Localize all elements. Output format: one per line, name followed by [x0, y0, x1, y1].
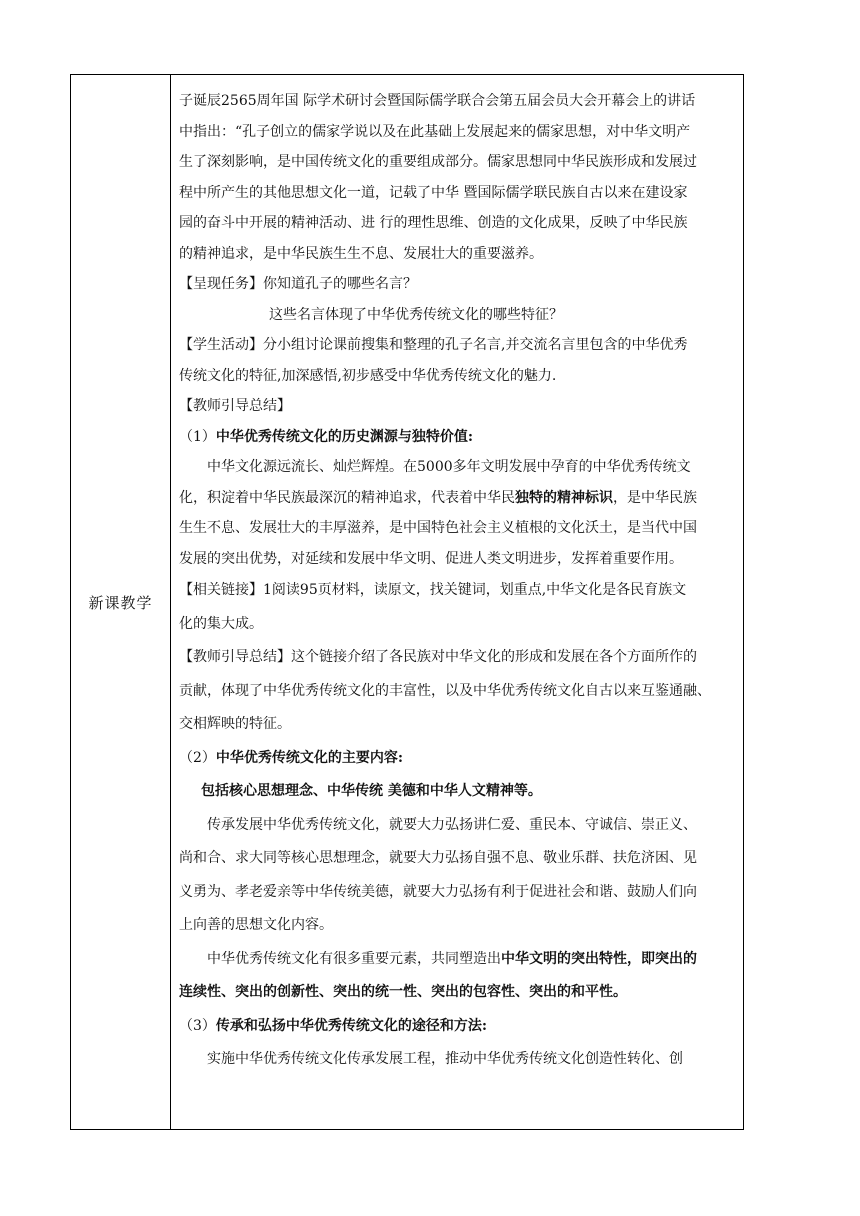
text-line: 的精神追求，是中华民族生生不息、发展壮大的重要滋养。 — [179, 245, 543, 262]
text-line: 中华优秀传统文化有很多重要元素，共同塑造出中华文明的突出特性，即突出的 — [207, 950, 697, 967]
teacher-summary-heading: 【教师引导总结】 — [179, 398, 291, 414]
text-line: 中华文化源远流长、灿烂辉煌。在5000多年文明发展中孕育的中华优秀传统文 — [207, 459, 691, 475]
teacher-summary-link: 【教师引导总结】这个链接介绍了各民族对中华文化的形成和发展在各个方面所作的 — [179, 649, 697, 665]
section-label: 新课教学 — [88, 593, 153, 612]
text-line: 发展的突出优势，对延续和发展中华文明、促进人类文明进步，发挥着重要作用。 — [179, 550, 683, 567]
text-line: 生生不息、发展壮大的丰厚滋养，是中国特色社会主义植根的文化沃土，是当代中国 — [179, 520, 697, 536]
text-line: 生了深刻影响，是中国传统文化的重要组成部分。儒家思想同中华民族形成和发展过 — [179, 154, 697, 170]
text-line: 传承发展中华优秀传统文化，就要大力弘扬讲仁爱、重民本、守诚信、崇正义、 — [207, 816, 697, 833]
text-line: 义勇为、孝老爱亲等中华传统美德，就要大力弘扬有利于促进社会和谐、鼓励人们向 — [179, 883, 697, 900]
subheading-3: （3）传承和弘扬中华优秀传统文化的途径和方法: — [179, 1017, 488, 1034]
text-line: 贡献，体现了中华优秀传统文化的丰富性，以及中华优秀传统文化自古以来互鉴通融、 — [179, 682, 711, 699]
student-activity: 【学生活动】分小组讨论课前搜集和整理的孔子名言,并交流名言里包含的中华优秀 — [179, 337, 688, 353]
subheading-1: （1）中华优秀传统文化的历史渊源与独特价值: — [179, 428, 474, 445]
text-line: 交相辉映的特征。 — [179, 716, 291, 732]
content-cell — [171, 75, 743, 1129]
text-line: 传统文化的特征,加深感悟,初步感受中华优秀传统文化的魅力. — [179, 367, 557, 384]
text-line: 实施中华优秀传统文化传承发展工程，推动中华优秀传统文化创造性转化、创 — [207, 1051, 683, 1067]
subheading-2: （2）中华优秀传统文化的主要内容: — [179, 749, 404, 766]
text-line: 化，积淀着中华民族最深沉的精神追求，代表着中华民独特的精神标识，是中华民族 — [179, 489, 697, 506]
section-label-cell — [71, 75, 170, 1129]
bold-text-line: 连续性、突出的创新性、突出的统一性、突出的包容性、突出的和平性。 — [179, 984, 627, 1000]
bold-statement: 包括核心思想理念、中华传统 美德和中华人文精神等。 — [201, 783, 542, 799]
lesson-table — [70, 74, 744, 1130]
text-line: 上向善的思想文化内容。 — [179, 917, 333, 933]
text-line: 尚和合、求大同等核心思想理念，就要大力弘扬自强不息、敬业乐群、扶危济困、见 — [179, 850, 697, 866]
task-heading: 【呈现任务】你知道孔子的哪些名言？ — [179, 276, 417, 292]
related-link: 【相关链接】1阅读95页材料，读原文，找关键词，划重点,中华文化是各民育族文 — [179, 582, 687, 598]
text-line: 程中所产生的其他思想文化一道，记载了中华 暨国际儒学联民族自古以来在建设家 — [179, 184, 688, 201]
task-question: 这些名言体现了中华优秀传统文化的哪些特征？ — [269, 306, 563, 323]
text-line: 园的奋斗中开展的精神活动、进 行的理性思维、创造的文化成果，反映了中华民族 — [179, 215, 688, 231]
text-line: 中指出：“孔子创立的儒家学说以及在此基础上发展起来的儒家思想，对中华文明产 — [179, 123, 691, 140]
text-line: 子诞辰2565周年国 际学术研讨会暨国际儒学联合会第五届会员大会开幕会上的讲话 — [179, 93, 696, 109]
text-line: 化的集大成。 — [179, 615, 263, 632]
